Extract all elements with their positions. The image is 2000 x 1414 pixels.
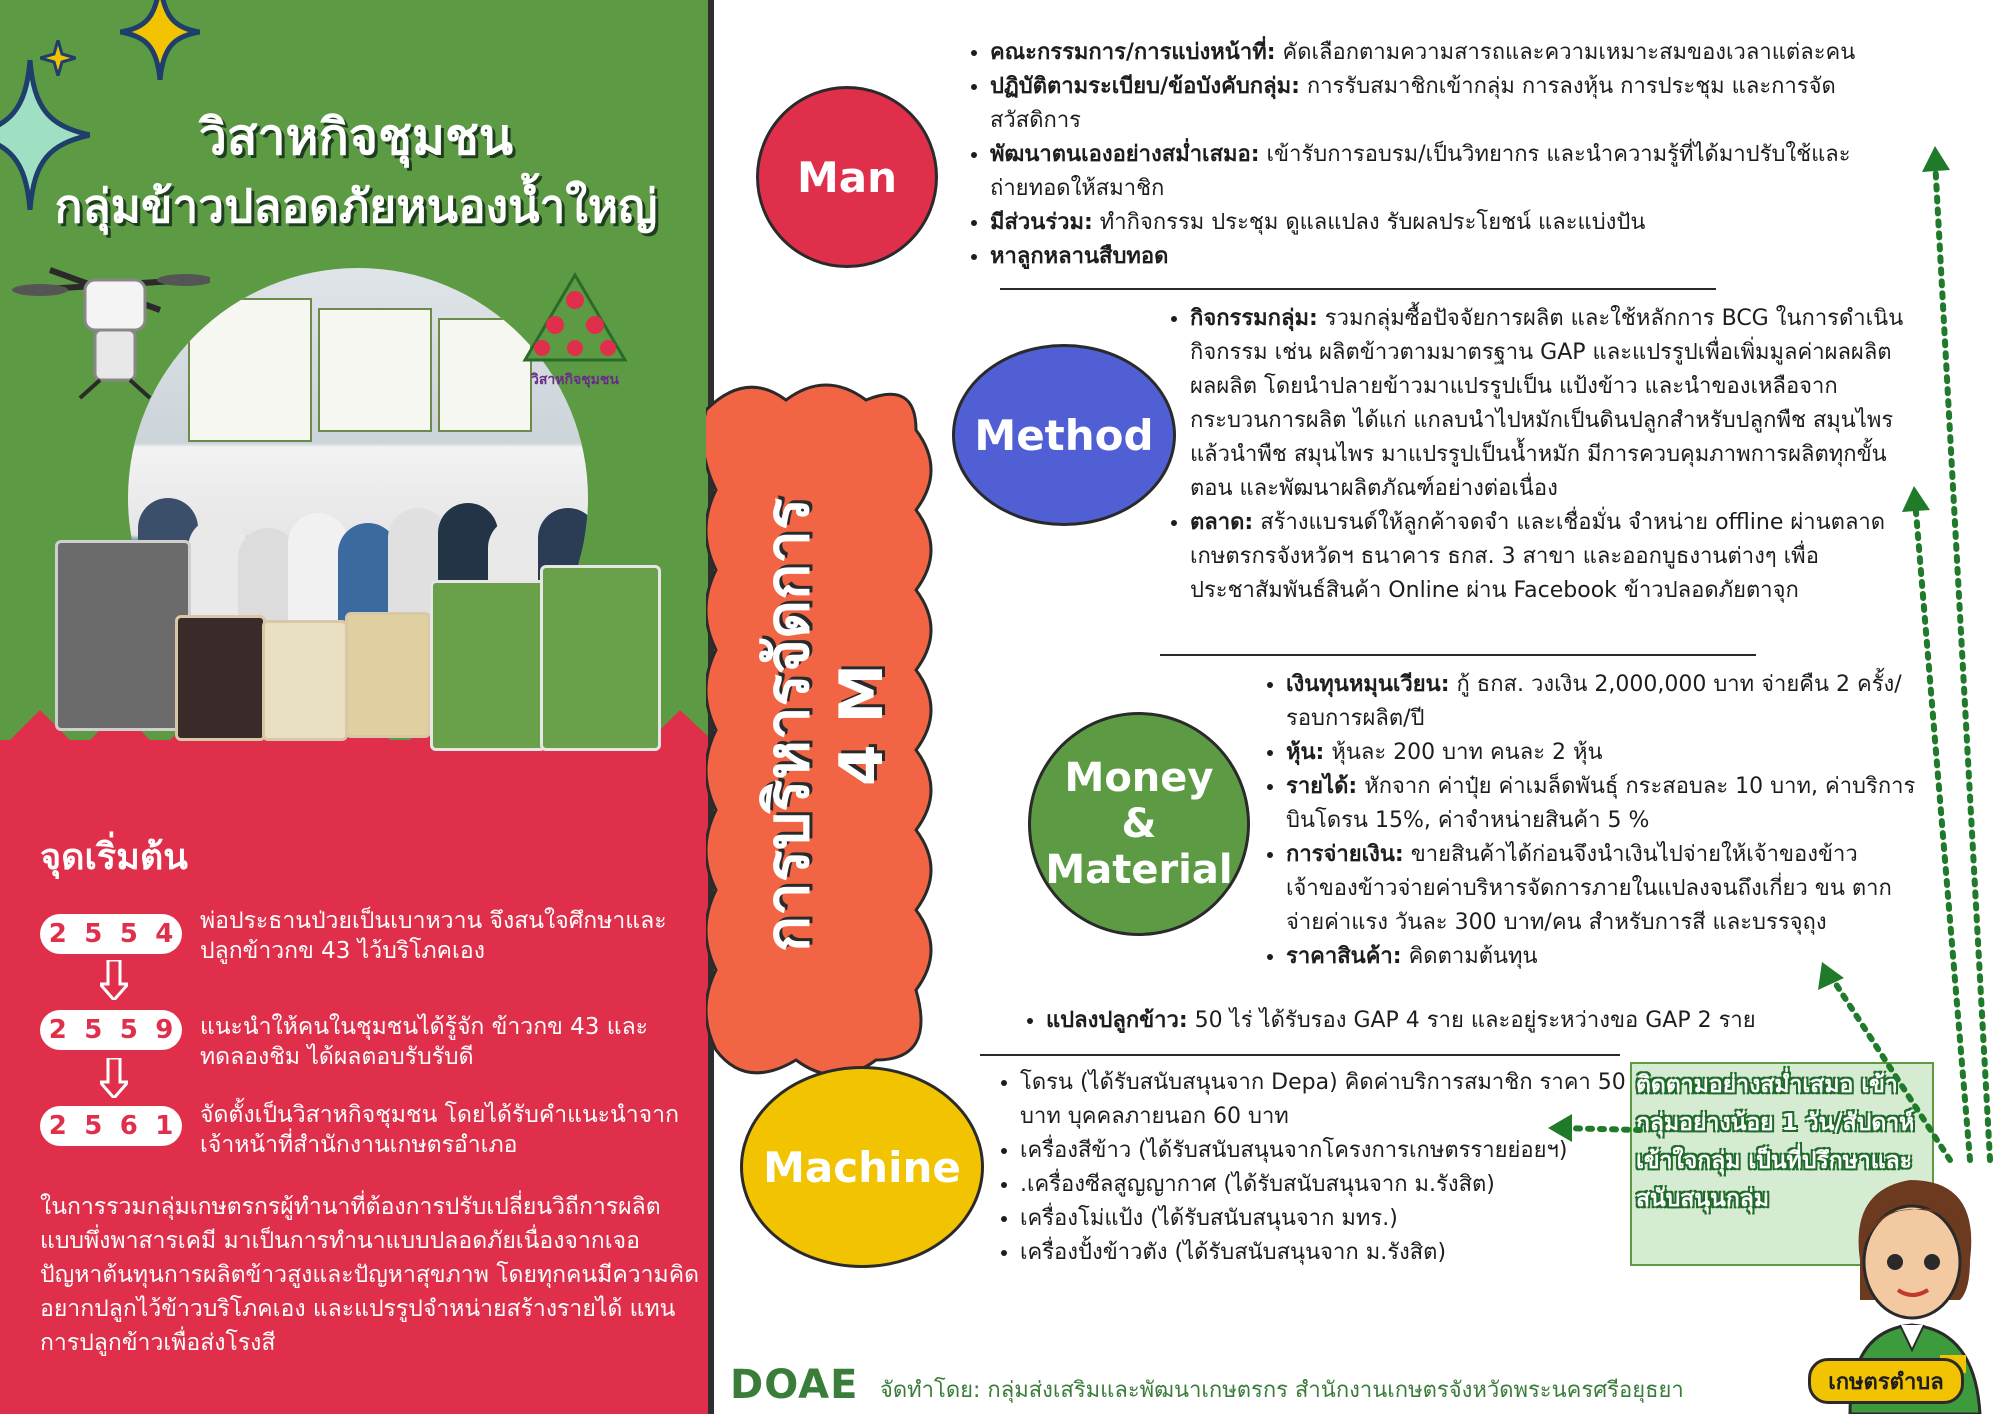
- timeline-text: พ่อประธานป่วยเป็นเบาหวาน จึงสนใจศึกษาและปลูกข้าวกข 43 ไว้บริโภคเอง: [200, 908, 667, 964]
- item-heading: เงินทุนหมุนเวียน:: [1286, 672, 1450, 697]
- footer-credit: จัดทำโดย: กลุ่มส่งเสริมและพัฒนาเกษตรกร สำนักงานเกษตรจังหวัดพระนครศรีอยุธยา: [880, 1378, 1684, 1403]
- material-label: Material: [1045, 847, 1233, 893]
- item-heading: หาลูกหลานสืบทอด: [990, 244, 1169, 269]
- year-digit: 9: [155, 1015, 174, 1045]
- arrow-head-icon: [1902, 486, 1930, 512]
- item-text: คัดเลือกตามความสารถและความเหมาะสมของเวลาแต่ละคน: [1275, 40, 1856, 65]
- item-heading: แปลงปลูกข้าว:: [1046, 1008, 1188, 1033]
- machine-label: Machine: [763, 1142, 961, 1192]
- list-item: • เครื่องสีข้าว (ได้รับสนับสนุนจากโครงการเกษตรรายย่อยฯ): [1020, 1134, 1630, 1168]
- year-digit: 2: [48, 1015, 67, 1045]
- item-heading: พัฒนาตนเองอย่างสม่ำเสมอ:: [990, 142, 1260, 167]
- item-heading: ตลาด:: [1190, 510, 1254, 535]
- list-item: • เครื่องโม่แป้ง (ได้รับสนับสนุนจาก มทร.): [1020, 1202, 1630, 1236]
- item-heading: มีส่วนร่วม:: [990, 210, 1093, 235]
- item-heading: ปฏิบัติตามระเบียบ/ข้อบังคับกลุ่ม:: [990, 74, 1300, 99]
- page-title-line1: วิสาหกิจชุมชน: [198, 108, 514, 166]
- money-label: Money: [1064, 755, 1214, 801]
- item-text: การรับสมาชิกเข้ากลุ่ม การลงหุ้น การประชุม และการจัดสวัสดิการ: [990, 74, 1836, 133]
- list-item: • .เครื่องซีลสูญญากาศ (ได้รับสนับสนุนจาก ม.รังสิต): [1020, 1168, 1630, 1202]
- page-title-line2: กลุ่มข้าวปลอดภัยหนองน้ำใหญ่: [54, 179, 658, 233]
- management-title-line2: 4 M: [827, 663, 897, 787]
- start-description: ในการรวมกลุ่มเกษตรกรผู้ทำนาที่ต้องการปรับเปลี่ยนวิถีการผลิตแบบพึ่งพาสารเคมี มาเป็นการทำนาแบบปลอดภัยเนื่องจากเจอปัญหาต้นทุนการผลิตข้าวสูงและปัญหาสุขภาพ โดยทุกคนมีความคิดอยากปลูกไว้ข้าวบริโภคเอง และแปรรูปจำหน่ายสร้างรายได้ แทนการปลูกข้าวเพื่อส่งโรงสี: [40, 1194, 700, 1356]
- item-text: หุ้นละ 200 บาท คนละ 2 หุ้น: [1324, 740, 1603, 765]
- year-digit: 2: [48, 1111, 67, 1141]
- item-text: ขายสินค้าได้ก่อนจึงนำเงินไปจ่ายให้เจ้าของข้าว เจ้าของข้าวจ่ายค่าบริหารจัดการภายในแปลงจนถึงเกี่ยว ขน ตาก จ่ายค่าแรง วันละ 300 บาท/คน สำหรับการสี และบรรจุถุง: [1286, 842, 1892, 935]
- management-title-line1: การบริหารจัดการ: [753, 497, 823, 953]
- timeline-text: แนะนำให้คนในชุมชนได้รู้จัก ข้าวกข 43 และทดลองชิม ได้ผลตอบรับรับดี: [200, 1014, 649, 1070]
- year-digit: 5: [84, 1015, 103, 1045]
- logo-text: วิสาหกิจชุมชน: [531, 372, 619, 388]
- year-digit: 5: [84, 919, 103, 949]
- item-text: สร้างแบรนด์ให้ลูกค้าจดจำ และเชื่อมั่น จำหน่าย offline ผ่านตลาดเกษตรกรจังหวัดฯ ธนาคาร ธกส. 3 สาขา และออกบูธงานต่างๆ เพื่อประชาสัมพันธ์สินค้า Online ผ่าน Facebook ข้าวปลอดภัยตาจุก: [1190, 510, 1886, 603]
- arrow-head-icon: [1548, 1114, 1572, 1142]
- year-digit: 2: [48, 919, 67, 949]
- item-heading: ราคาสินค้า:: [1286, 944, 1402, 969]
- start-title: จุดเริ่มต้น: [40, 837, 188, 878]
- year-digit: 6: [119, 1111, 138, 1141]
- year-digit: 5: [119, 1015, 138, 1045]
- year-digit: 4: [155, 919, 174, 949]
- ampersand-label: &: [1121, 801, 1157, 847]
- item-text: ทำกิจกรรม ประชุม ดูแลแปลง รับผลประโยชน์ และแบ่งปัน: [1092, 210, 1646, 235]
- item-text: หักจาก ค่าปุ๋ย ค่าเมล็ดพันธุ์ กระสอบละ 10 บาท, ค่าบริการบินโดรน 15%, ค่าจำหน่ายสินค้า 5 %: [1286, 774, 1916, 833]
- item-text: กู้ ธกส. วงเงิน 2,000,000 บาท จ่ายคืน 2 ครั้ง/รอบการผลิต/ปี: [1286, 672, 1902, 731]
- item-heading: หุ้น:: [1286, 740, 1325, 765]
- item-heading: การจ่ายเงิน:: [1286, 842, 1404, 867]
- arrow-head-icon: [1922, 146, 1950, 172]
- man-label: Man: [796, 152, 898, 202]
- item-text: รวมกลุ่มซื้อปัจจัยการผลิต และใช้หลักการ BCG ในการดำเนินกิจกรรม เช่น ผลิตข้าวตามมาตรฐาน GAP และแปรรูปเพื่อเพิ่มมูลค่าผลผลิตผลผลิต โดยนำปลายข้าวมาแปรรูปเป็น แป้งข้าว และนำของเหลือจากกระบวนการผลิต ได้แก่ แกลบนำไปหมักเป็นดินปลูกสำหรับปลูกพืช สมุนไพร แล้วนำพืช สมุนไพร มาแปรรูปเป็นน้ำหมัก มีการควบคุมภาพการผลิตทุกขั้นตอน และพัฒนาผลิตภัณฑ์อย่างต่อเนื่อง: [1190, 306, 1904, 501]
- item-text: เข้ารับการอบรม/เป็นวิทยากร และนำความรู้ที่ได้มาปรับใช้และถ่ายทอดให้สมาชิก: [990, 142, 1851, 201]
- agriculture-officer-badge: เกษตรตำบล: [1808, 1358, 1964, 1404]
- timeline-text: จัดตั้งเป็นวิสาหกิจชุมชน โดยได้รับคำแนะนำจากเจ้าหน้าที่สำนักงานเกษตรอำเภอ: [200, 1102, 679, 1158]
- year-digit: 1: [155, 1111, 174, 1141]
- follow-up-text: ติดตามอย่างสม่ำเสมอ เข้ากลุ่มอย่างน้อย 1 วัน/สัปดาห์ เข้าใจกลุ่ม เป็นที่ปรึกษาและสนับสนุนกลุ่ม: [1636, 1072, 1915, 1212]
- year-digit: 5: [84, 1111, 103, 1141]
- doae-logo: DOAE: [730, 1362, 859, 1408]
- method-label: Method: [974, 410, 1154, 460]
- list-item: • โดรน (ได้รับสนับสนุนจาก Depa) คิดค่าบริการสมาชิก ราคา 50 บาท บุคคลภายนอก 60 บาท: [1020, 1066, 1630, 1134]
- item-text: คิดตามต้นทุน: [1401, 944, 1538, 969]
- item-heading: รายได้:: [1286, 774, 1358, 799]
- item-heading: กิจกรรมกลุ่ม:: [1190, 306, 1318, 331]
- year-digit: 5: [119, 919, 138, 949]
- item-heading: คณะกรรมการ/การแบ่งหน้าที่:: [990, 40, 1276, 65]
- list-item: • เครื่องปั้งข้าวตัง (ได้รับสนับสนุนจาก ม.รังสิต): [1020, 1236, 1630, 1270]
- item-text: 50 ไร่ ได้รับรอง GAP 4 ราย และอยู่ระหว่างขอ GAP 2 ราย: [1187, 1008, 1756, 1033]
